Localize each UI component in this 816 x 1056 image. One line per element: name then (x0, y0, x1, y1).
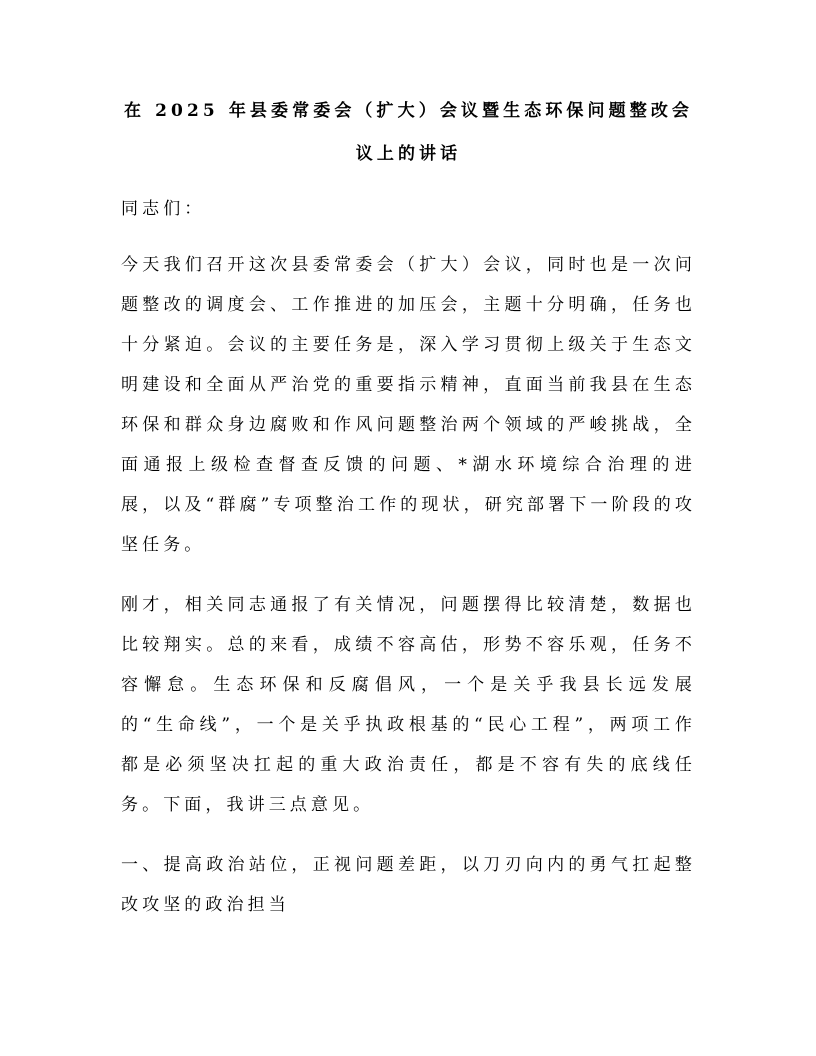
document-title: 在 2025 年县委常委会（扩大）会议暨生态环保问题整改会议上的讲话 (123, 101, 694, 164)
section-heading-1: 一、提高政治站位，正视问题差距，以刀刃向内的勇气扛起整改攻坚的政治担当 (121, 855, 696, 915)
paragraph-situation-assessment: 刚才，相关同志通报了有关情况，问题摆得比较清楚，数据也比较翔实。总的来看，成绩不容高估，形势不容乐观，任务不容懈怠。生态环保和反腐倡风，一个是关乎我县长远发展的“生命线”，一个是关乎执政根基的“民心工程”，两项工作都是必须坚决扛起的重大政治责任，都是不容有失的底线任务。下面，我讲三点意见。 (121, 595, 696, 815)
paragraph-meeting-purpose: 今天我们召开这次县委常委会（扩大）会议，同时也是一次问题整改的调度会、工作推进的加压会，主题十分明确，任务也十分紧迫。会议的主要任务是，深入学习贯彻上级关于生态文明建设和全面从严治党的重要指示精神，直面当前我县在生态环保和群众身边腐败和作风问题整治两个领域的严峻挑战，全面通报上级检查督查反馈的问题、*湖水环境综合治理的进展，以及“群腐”专项整治工作的现状，研究部署下一阶段的攻坚任务。 (121, 255, 696, 555)
salutation: 同志们： (121, 199, 206, 219)
